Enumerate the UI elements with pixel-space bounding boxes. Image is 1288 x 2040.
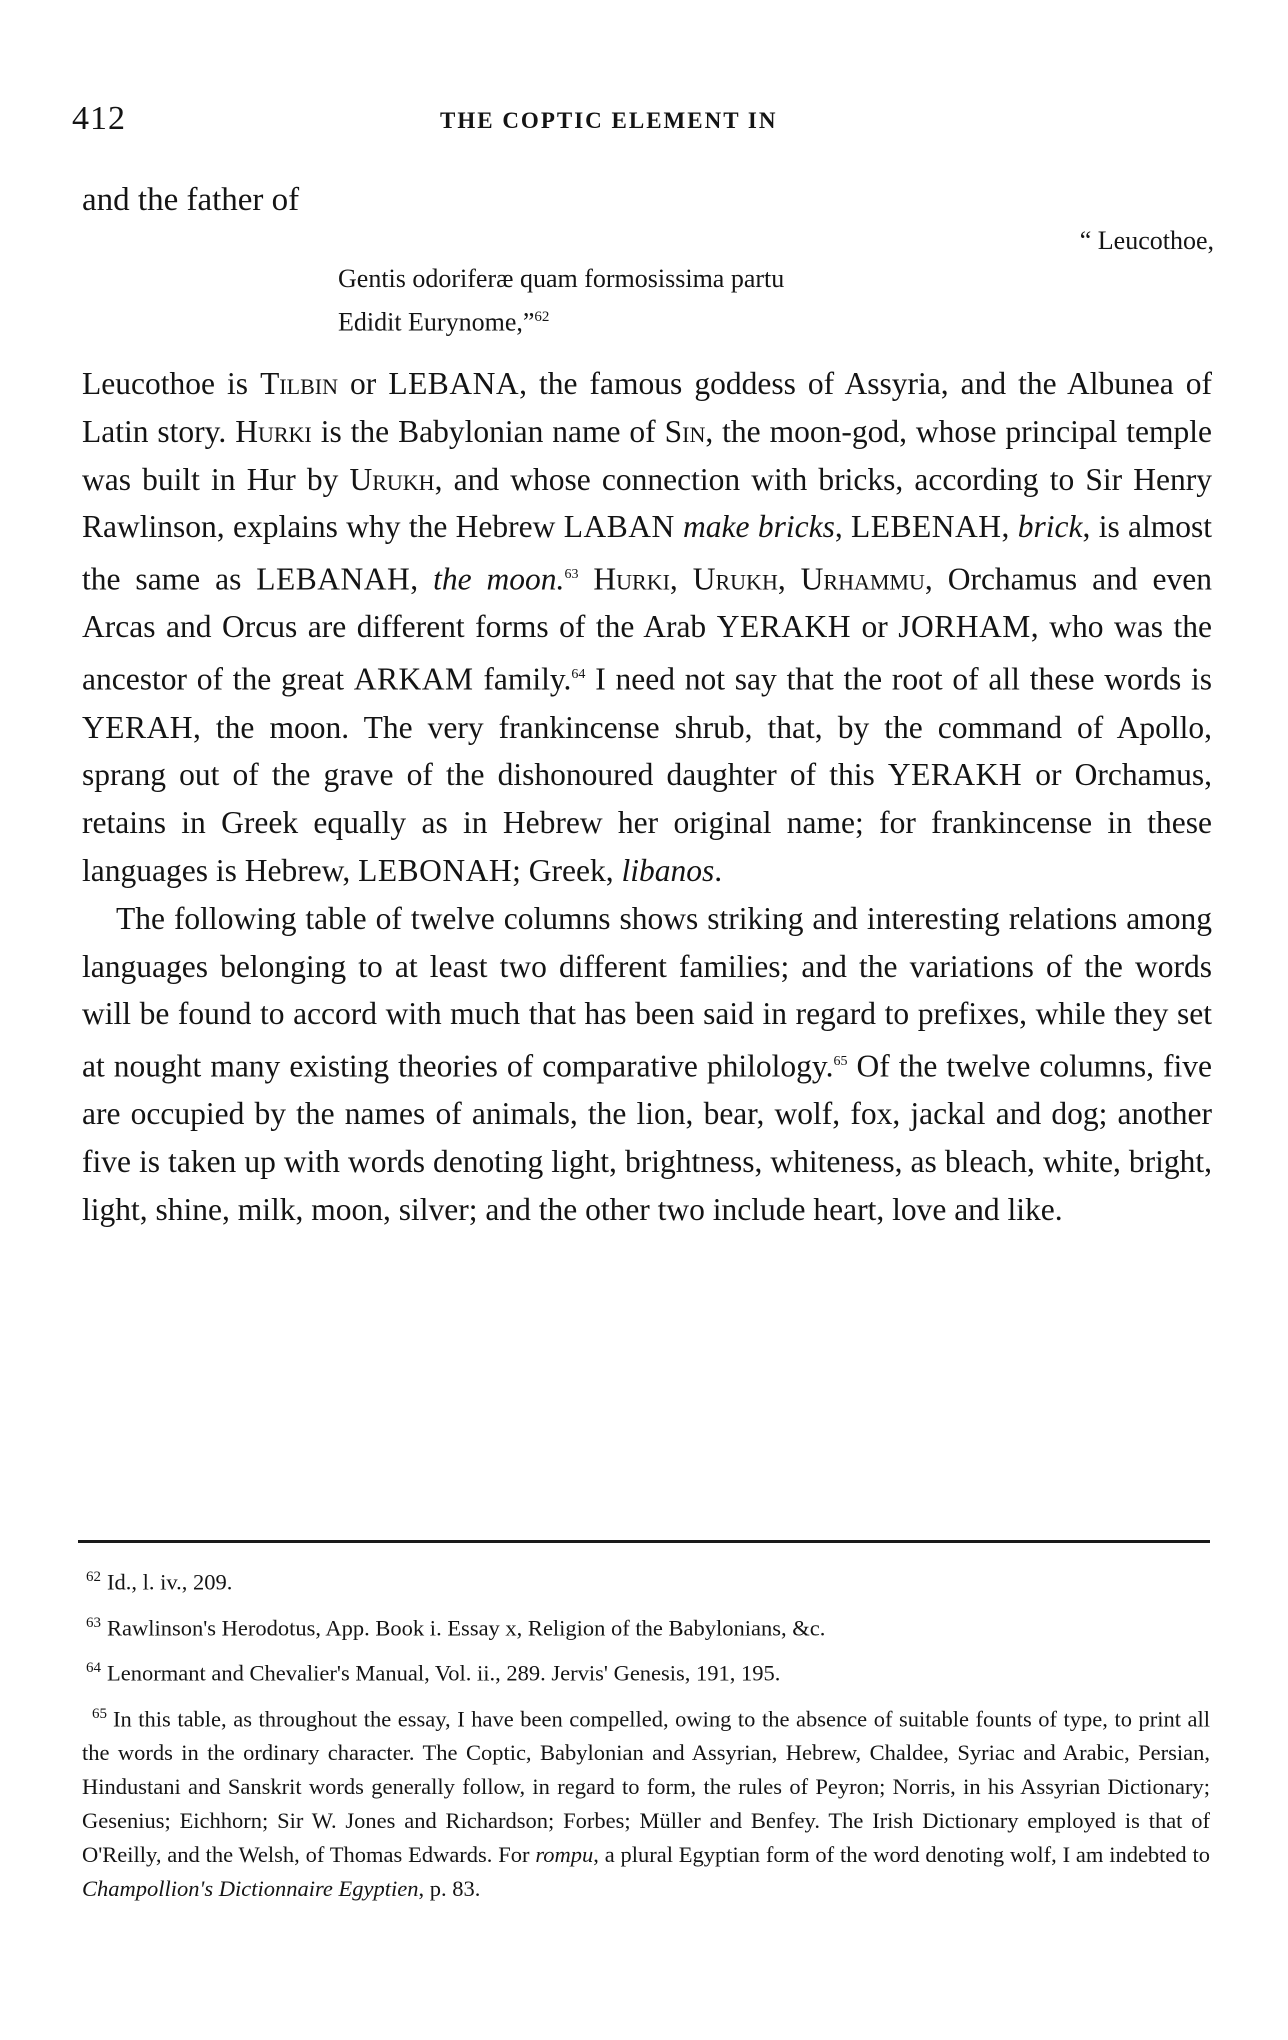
text-run: Leucothoe is — [82, 366, 261, 401]
footnote-text: , a plural Egyptian form of the word denoting wolf, I am indebted to — [593, 1842, 1210, 1867]
footnote-ref-62: 62 — [534, 309, 550, 325]
text-run: , Orchamus and even Arcas and Orcus are different forms of the Arab — [82, 561, 1213, 645]
term-lebana: LEBANA — [388, 366, 520, 401]
term-jorham: JORHAM — [898, 609, 1031, 645]
text-run: , and whose connection with bricks, according to Sir Henry Rawlinson, explains why the Hebrew — [82, 461, 1212, 545]
paragraph-2 — [82, 895, 1212, 1234]
text-run: I need not say that the root of all these words is — [585, 661, 1213, 697]
verse-quotation — [338, 222, 1218, 342]
text-run: . — [714, 852, 723, 888]
quote-line-3-text: Edidit Eurynome,” — [338, 307, 535, 337]
term-laban: LABAN — [563, 509, 675, 545]
footnote-divider — [78, 1540, 1210, 1543]
gloss-make-bricks: make bricks — [683, 509, 835, 545]
term-yerah: YERAH — [82, 709, 193, 745]
body-text — [82, 360, 1212, 1234]
footnote-64 — [82, 1651, 1210, 1691]
gloss-brick: brick — [1017, 509, 1083, 545]
text-run: , — [410, 561, 434, 597]
page-number: 412 — [72, 100, 126, 137]
text-run: , the moon-god, whose principal temple was built in Hur by — [82, 413, 1212, 497]
quote-line-3 — [338, 298, 1218, 342]
text-run: or Orchamus, retains in Greek equally as in Hebrew her original name; for frankincense in these languages is Hebrew, — [82, 757, 1212, 888]
text-run: , — [834, 509, 852, 545]
term-hurki: Hurki — [593, 561, 670, 597]
gloss-libanos: libanos — [621, 852, 715, 888]
text-run: , — [669, 561, 693, 597]
footnote-number: 62 — [86, 1569, 101, 1585]
running-head: THE COPTIC ELEMENT IN — [440, 108, 778, 133]
footnote-text: In this table, as throughout the essay, I have been compelled, owing to the absence of suitable founts of type, to print all the words in the ordinary character. The Coptic, Babylonian and Assyrian, Hebrew, Chaldee, Syriac and Arabic, Persian, Hindustani and Sanskrit words generally follow, in regard to form, the rules of Peyron; Norris, in his Assyrian Dictionary; Gesenius; Eichhorn; Sir W. Jones and Richardson; Forbes; Müller and Benfey. The Irish Dictionary employed is that of O'Reilly, and the Welsh, of Thomas Edwards. For — [82, 1706, 1210, 1867]
footnote-text: Id., l. iv., 209. — [107, 1569, 233, 1595]
text-run: Of the twelve columns, five are occupied by the names of animals, the lion, bear, wolf, fox, jackal and dog; another five is taken up with words denoting light, brightness, whiteness, as bleach, white, bright, light, shine, milk, moon, silver; and the other two include heart, love and like. — [82, 1048, 1213, 1228]
footnote-65 — [82, 1697, 1210, 1907]
footnote-text: , p. 83. — [418, 1876, 481, 1901]
citation-champollion: Champollion's Dictionnaire Egyptien — [82, 1876, 419, 1901]
text-run: family. — [473, 661, 572, 697]
footnote-number: 64 — [86, 1660, 101, 1676]
text-run — [675, 509, 683, 544]
term-lebenah: LEBENAH — [851, 509, 1002, 545]
footnote-number: 63 — [86, 1614, 101, 1631]
term-urukh: Urukh — [692, 561, 778, 597]
term-arkam: ARKAM — [353, 661, 474, 697]
footnote-ref-65: 65 — [833, 1054, 848, 1070]
term-rompu: rompu — [535, 1842, 594, 1867]
gloss-the-moon: the moon. — [433, 561, 565, 597]
quote-line-1: “ Leucothoe, — [1079, 226, 1214, 255]
text-run: , the moon. The very frankincense shrub, that, by the command of Apollo, sprang out of the grave of the dishonoured daughter of this — [82, 709, 1212, 793]
text-run: , is almost the same as — [82, 509, 1213, 597]
term-yerakh: YERAKH — [716, 609, 851, 645]
term-lebanah: LEBANAH — [256, 561, 411, 597]
text-run: or — [850, 609, 899, 645]
term-yerakh: YERAKH — [887, 757, 1023, 793]
text-run: , who was the ancestor of the great — [82, 609, 1212, 697]
text-run: , the famous goddess of Assyria, and the Albunea of Latin story. — [82, 366, 1212, 449]
footnote-text: Lenormant and Chevalier's Manual, Vol. ii., 289. Jervis' Genesis, 191, 195. — [107, 1660, 781, 1686]
paragraph-1 — [82, 360, 1212, 895]
footnote-number: 65 — [92, 1705, 107, 1722]
footnote-ref-64: 64 — [571, 667, 586, 683]
term-urukh: Urukh — [349, 461, 435, 497]
text-run: , — [777, 561, 801, 597]
footnote-ref-63: 63 — [564, 567, 579, 583]
footnote-63 — [82, 1606, 1210, 1646]
term-urhammu: Urhammu — [800, 561, 925, 597]
text-run — [578, 562, 593, 597]
term-sin: Sin — [664, 413, 706, 449]
footnote-62 — [82, 1560, 1210, 1600]
term-hurki: Hurki — [235, 413, 312, 449]
text-run: The following table of twelve columns shows striking and interesting relations among languages belonging to at least two different families; and the variations of the words will be found to accord with much that has been said in regard to prefixes, while they set at nought many existing theories of comparative philology. — [82, 900, 1212, 1084]
text-run: , — [1001, 509, 1018, 545]
intro-line: and the father of — [82, 182, 300, 218]
term-tilbin: Tilbin — [260, 366, 338, 401]
text-run: ; Greek, — [512, 852, 622, 888]
term-lebonah: LEBONAH — [358, 852, 513, 888]
footnotes — [82, 1560, 1210, 1912]
text-run: or — [337, 366, 389, 401]
text-run: is the Babylonian name of — [311, 413, 665, 449]
footnote-text: Rawlinson's Herodotus, App. Book i. Essay x, Religion of the Babylonians, &c. — [107, 1615, 826, 1640]
quote-line-2: Gentis odoriferæ quam formosissima partu — [338, 264, 785, 293]
